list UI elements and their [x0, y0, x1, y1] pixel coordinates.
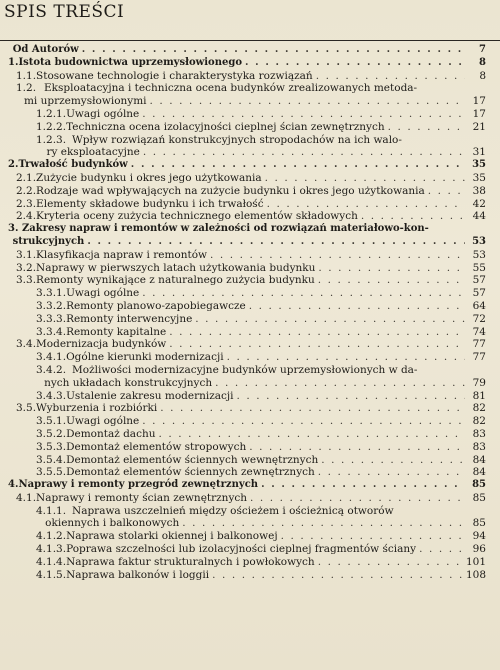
toc-page-number: 83 — [472, 440, 486, 453]
toc-entry-number: 3.4.2. — [36, 363, 67, 376]
toc-entry-number: 4.1. — [16, 491, 37, 504]
toc-entry — [0, 108, 500, 121]
toc-entry-number: 4.1.1. — [36, 504, 67, 517]
toc-entry — [0, 454, 500, 467]
dot-leader — [195, 313, 465, 326]
toc-entry-number: 3.5.3. — [36, 440, 67, 453]
toc-entry-title: Stosowane technologie i charakterystyka rozwiązań — [36, 69, 313, 82]
toc-entry-number: 3.5.2. — [36, 427, 67, 440]
toc-entry-title: Demontaż elementów ściennych zewnętrznych — [66, 466, 315, 479]
dot-leader — [318, 556, 463, 569]
toc-entry-number: 3.2. — [16, 261, 37, 274]
toc-page-number: 64 — [472, 299, 486, 312]
toc-entry-title: Modernizacja budynków — [36, 338, 167, 351]
toc-entry-title: Wpływ rozwiązań konstrukcyjnych stropodachów na ich walo- — [72, 133, 402, 146]
toc-entry-line — [16, 198, 486, 211]
toc-page-number: 8 — [479, 56, 486, 68]
toc-entry-title: Remonty interwencyjne — [66, 312, 193, 325]
dot-leader — [321, 454, 465, 467]
toc-page-number: 101 — [465, 555, 486, 568]
toc-entry-line — [16, 82, 486, 95]
toc-entry — [0, 57, 500, 70]
dot-leader — [142, 415, 465, 428]
toc-entry-line — [36, 530, 486, 543]
toc-entry-title: Naprawy i remonty ścian zewnętrznych — [36, 491, 248, 504]
toc-page-number: 79 — [472, 376, 486, 389]
toc-page-number: 94 — [472, 530, 486, 543]
toc-entry-title: Remonty planowo-zapobiegawcze — [66, 299, 246, 312]
toc-entry-title: ry eksploatacyjne — [46, 146, 140, 159]
toc-entry — [0, 159, 500, 172]
toc-entry-title: Od Autorów — [12, 44, 79, 55]
toc-entry — [0, 338, 500, 351]
dot-leader — [318, 262, 465, 275]
toc-entry — [0, 121, 500, 134]
toc-page-number: 81 — [472, 389, 486, 402]
toc-entry-number: 2.1. — [16, 171, 37, 184]
toc-entry — [0, 185, 500, 198]
dot-leader — [142, 287, 465, 300]
toc-entry-line — [36, 313, 486, 326]
toc-entry-title: Wyburzenia i rozbiórki — [36, 402, 158, 415]
toc-entry-number: 1.2. — [16, 82, 37, 95]
toc-entry-line — [16, 402, 486, 415]
toc-entry-line — [16, 210, 486, 223]
toc-entry-line — [36, 466, 486, 479]
toc-entry-title: Istota budownictwa uprzemysłowionego — [18, 56, 242, 68]
toc-entry-line — [36, 351, 486, 364]
toc-entry-line — [16, 70, 486, 83]
dot-leader — [245, 57, 465, 70]
dot-leader — [419, 543, 465, 556]
dot-leader — [265, 172, 465, 185]
toc-entry-title: Elementy składowe budynku i ich trwałość — [36, 197, 264, 210]
toc-entry-number: 3. — [8, 223, 19, 235]
toc-entry-line — [8, 159, 486, 172]
dot-leader — [169, 338, 465, 351]
dot-leader — [160, 402, 465, 415]
toc-page-number: 77 — [472, 338, 486, 351]
toc-entry-number: 3.5.4. — [36, 453, 67, 466]
toc-entry-title: Remonty kapitalne — [66, 325, 167, 338]
dot-leader — [261, 479, 465, 492]
toc-entry-number: 1.1. — [16, 69, 37, 82]
toc-entry-number: 3.5.1. — [36, 415, 67, 428]
table-of-contents — [0, 44, 500, 581]
toc-entry-title: Zużycie budynku i okres jego użytkowania — [36, 171, 262, 184]
toc-entry — [0, 82, 500, 108]
toc-page-number: 35 — [472, 159, 486, 171]
toc-entry-line — [8, 223, 486, 236]
toc-entry-title: Demontaż elementów stropowych — [66, 440, 247, 453]
dot-leader — [388, 121, 465, 134]
toc-entry — [0, 479, 500, 492]
toc-entry-line — [8, 57, 486, 70]
toc-entry-title: Poprawa szczelności lub izolacyjności cieplnej fragmentów ściany — [66, 543, 417, 556]
toc-entry — [0, 287, 500, 300]
toc-page-number: 57 — [472, 274, 486, 287]
toc-entry-line — [36, 415, 486, 428]
toc-entry-number: 2.4. — [16, 210, 37, 223]
toc-page-number: 85 — [472, 517, 486, 530]
dot-leader — [318, 466, 465, 479]
toc-entry-number: 3.3.3. — [36, 312, 67, 325]
toc-entry-title: nych układach konstrukcyjnych — [44, 376, 213, 389]
toc-entry — [0, 223, 500, 249]
toc-entry-number: 2.3. — [16, 197, 37, 210]
toc-entry-number: 3.4.1. — [36, 351, 67, 364]
toc-entry-title: Uwagi ogólne — [66, 287, 140, 300]
dot-leader — [361, 210, 465, 223]
toc-entry-number: 3.3.1. — [36, 287, 67, 300]
dot-leader — [249, 300, 465, 313]
toc-entry — [0, 466, 500, 479]
toc-entry-title: Naprawa faktur strukturalnych i powłokowych — [66, 555, 315, 568]
toc-entry-line — [36, 454, 486, 467]
toc-page-number: 83 — [472, 427, 486, 440]
dot-leader — [82, 44, 465, 57]
toc-entry — [0, 210, 500, 223]
toc-entry-title: Naprawa stolarki okiennej i balkonowej — [66, 530, 278, 543]
toc-entry — [0, 505, 500, 531]
dot-leader — [428, 185, 465, 198]
toc-entry-title: Naprawa uszczelnień między ościeżem i ościeżnicą otworów — [72, 504, 394, 517]
dot-leader — [87, 236, 465, 249]
toc-page-number: 21 — [472, 120, 486, 133]
toc-entry-line — [16, 185, 486, 198]
toc-entry-title: Eksploatacyjna i techniczna ocena budynków zrealizowanych metoda- — [44, 82, 418, 95]
toc-entry — [0, 530, 500, 543]
page-title: SPIS TREŚCI — [4, 2, 125, 22]
toc-entry-number: 4.1.4. — [36, 555, 67, 568]
dot-leader — [131, 159, 465, 172]
toc-page-number: 31 — [472, 146, 486, 159]
toc-entry — [0, 390, 500, 403]
dot-leader — [227, 351, 465, 364]
toc-entry-line — [16, 172, 486, 185]
toc-entry-title: Demontaż dachu — [66, 427, 156, 440]
toc-page-number: 108 — [465, 568, 486, 581]
dot-leader — [281, 530, 465, 543]
toc-page-number: 17 — [472, 107, 486, 120]
toc-page-number: 8 — [479, 69, 486, 82]
toc-entry-line — [16, 274, 486, 287]
toc-entry-line — [36, 121, 486, 134]
toc-entry-line — [36, 377, 486, 390]
toc-page-number: 84 — [472, 453, 486, 466]
toc-entry — [0, 415, 500, 428]
toc-entry-title: Klasyfikacja napraw i remontów — [36, 248, 208, 261]
toc-entry — [0, 313, 500, 326]
toc-entry — [0, 428, 500, 441]
toc-entry-title: Uwagi ogólne — [66, 415, 140, 428]
toc-entry-line — [36, 287, 486, 300]
toc-entry-line — [36, 441, 486, 454]
dot-leader — [318, 274, 465, 287]
toc-page-number: 55 — [472, 261, 486, 274]
toc-page-number: 96 — [472, 543, 486, 556]
toc-entry — [0, 172, 500, 185]
toc-entry — [0, 326, 500, 339]
dot-leader — [143, 146, 465, 159]
dot-leader — [210, 249, 465, 262]
toc-page-number: 74 — [472, 325, 486, 338]
toc-entry-title: Naprawy w pierwszych latach użytkowania budynku — [36, 261, 316, 274]
toc-entry-line — [36, 505, 486, 518]
dot-leader — [250, 492, 465, 505]
toc-entry-line — [16, 492, 486, 505]
toc-entry-line — [36, 146, 486, 159]
toc-entry — [0, 134, 500, 160]
toc-entry-line — [36, 300, 486, 313]
toc-entry-title: Remonty wynikające z naturalnego zużycia budynku — [36, 274, 315, 287]
toc-entry-line — [36, 390, 486, 403]
toc-entry-number: 3.4. — [16, 338, 37, 351]
toc-entry-number: 4.1.2. — [36, 530, 67, 543]
toc-entry-line — [36, 134, 486, 147]
toc-entry-number: 3.3. — [16, 274, 37, 287]
toc-entry-number: 3.5.5. — [36, 466, 67, 479]
dot-leader — [249, 441, 465, 454]
toc-page-number: 17 — [472, 95, 486, 108]
toc-page-number: 57 — [472, 287, 486, 300]
toc-entry-title: Ustalenie zakresu modernizacji — [66, 389, 234, 402]
toc-entry-title: okiennych i balkonowych — [45, 517, 180, 530]
toc-entry-title: Trwałość budynków — [18, 159, 128, 171]
toc-entry-number: 3.1. — [16, 248, 37, 261]
toc-entry — [0, 198, 500, 211]
toc-entry-line — [36, 517, 486, 530]
toc-entry-number: 1.2.1. — [36, 107, 67, 120]
toc-entry-title: strukcyjnych — [12, 235, 85, 247]
toc-entry-number: 3.4.3. — [36, 389, 67, 402]
toc-entry-title: Naprawa balkonów i loggii — [66, 568, 210, 581]
toc-page-number: 42 — [472, 197, 486, 210]
toc-entry-number: 4.1.5. — [36, 568, 67, 581]
toc-page-number: 38 — [472, 184, 486, 197]
toc-entry-number: 4. — [8, 479, 19, 491]
toc-entry-line — [8, 236, 486, 249]
toc-entry-number: 2.2. — [16, 184, 37, 197]
toc-entry-line — [36, 428, 486, 441]
dot-leader — [158, 428, 465, 441]
dot-leader — [316, 70, 465, 83]
toc-page-number: 72 — [472, 312, 486, 325]
toc-entry-title: Techniczna ocena izolacyjności cieplnej ścian zewnętrznych — [66, 120, 385, 133]
toc-entry — [0, 262, 500, 275]
toc-entry — [0, 543, 500, 556]
toc-page-number: 53 — [472, 235, 486, 247]
toc-page-number: 85 — [472, 479, 486, 491]
title-divider — [0, 40, 500, 41]
toc-entry-line — [8, 44, 486, 57]
toc-entry-title: Uwagi ogólne — [66, 107, 140, 120]
dot-leader — [267, 198, 465, 211]
toc-entry-title: Rodzaje wad wpływających na zużycie budynku i okres jego użytkowania — [36, 184, 425, 197]
toc-entry-number: 4.1.3. — [36, 543, 67, 556]
toc-page-number: 53 — [472, 248, 486, 261]
dot-leader — [237, 390, 465, 403]
toc-entry — [0, 569, 500, 582]
dot-leader — [212, 569, 463, 582]
toc-entry-number: 3.3.2. — [36, 299, 67, 312]
toc-entry-line — [36, 364, 486, 377]
toc-entry-line — [36, 569, 486, 582]
toc-entry — [0, 351, 500, 364]
toc-entry-line — [36, 556, 486, 569]
dot-leader — [182, 517, 465, 530]
toc-entry-line — [36, 108, 486, 121]
toc-entry-title: Możliwości modernizacyjne budynków uprzemysłowionych w da- — [72, 363, 418, 376]
toc-entry-title: mi uprzemysłowionymi — [23, 95, 147, 108]
toc-entry-number: 2. — [8, 159, 19, 171]
toc-entry — [0, 300, 500, 313]
toc-entry-title: Demontaż elementów ściennych wewnętrznych — [66, 453, 319, 466]
toc-entry-line — [16, 249, 486, 262]
toc-entry-number: 1.2.2. — [36, 120, 67, 133]
toc-entry-line — [36, 326, 486, 339]
toc-page-number: 82 — [472, 402, 486, 415]
dot-leader — [150, 95, 465, 108]
dot-leader — [169, 326, 465, 339]
toc-entry — [0, 274, 500, 287]
toc-entry-number: 1. — [8, 56, 19, 68]
toc-entry-number: 3.3.4. — [36, 325, 67, 338]
toc-entry — [0, 441, 500, 454]
toc-entry-line — [36, 543, 486, 556]
toc-page-number: 44 — [472, 210, 486, 223]
toc-entry — [0, 70, 500, 83]
toc-page-number: 82 — [472, 415, 486, 428]
toc-page-number: 77 — [472, 351, 486, 364]
toc-page-number: 7 — [479, 44, 486, 55]
toc-entry — [0, 402, 500, 415]
toc-entry-number: 1.2.3. — [36, 133, 67, 146]
toc-entry-title: Naprawy i remonty przegród zewnętrznych — [18, 479, 259, 491]
toc-entry-title: Kryteria oceny zużycia technicznego elementów składowych — [36, 210, 358, 223]
toc-entry-line — [16, 262, 486, 275]
dot-leader — [215, 377, 465, 390]
toc-entry-title: Zakresy napraw i remontów w zależności od rozwiązań materiałowo-kon- — [22, 223, 429, 235]
toc-entry-title: Ogólne kierunki modernizacji — [66, 351, 224, 364]
toc-entry-line — [8, 479, 486, 492]
toc-entry-number: 3.5. — [16, 402, 37, 415]
toc-entry-line — [16, 95, 486, 108]
toc-entry — [0, 364, 500, 390]
toc-page-number: 35 — [472, 171, 486, 184]
toc-page-number: 85 — [472, 491, 486, 504]
toc-entry — [0, 492, 500, 505]
toc-entry — [0, 556, 500, 569]
toc-page-number: 84 — [472, 466, 486, 479]
dot-leader — [142, 108, 465, 121]
toc-entry — [0, 44, 500, 57]
toc-entry-line — [16, 338, 486, 351]
toc-entry — [0, 249, 500, 262]
